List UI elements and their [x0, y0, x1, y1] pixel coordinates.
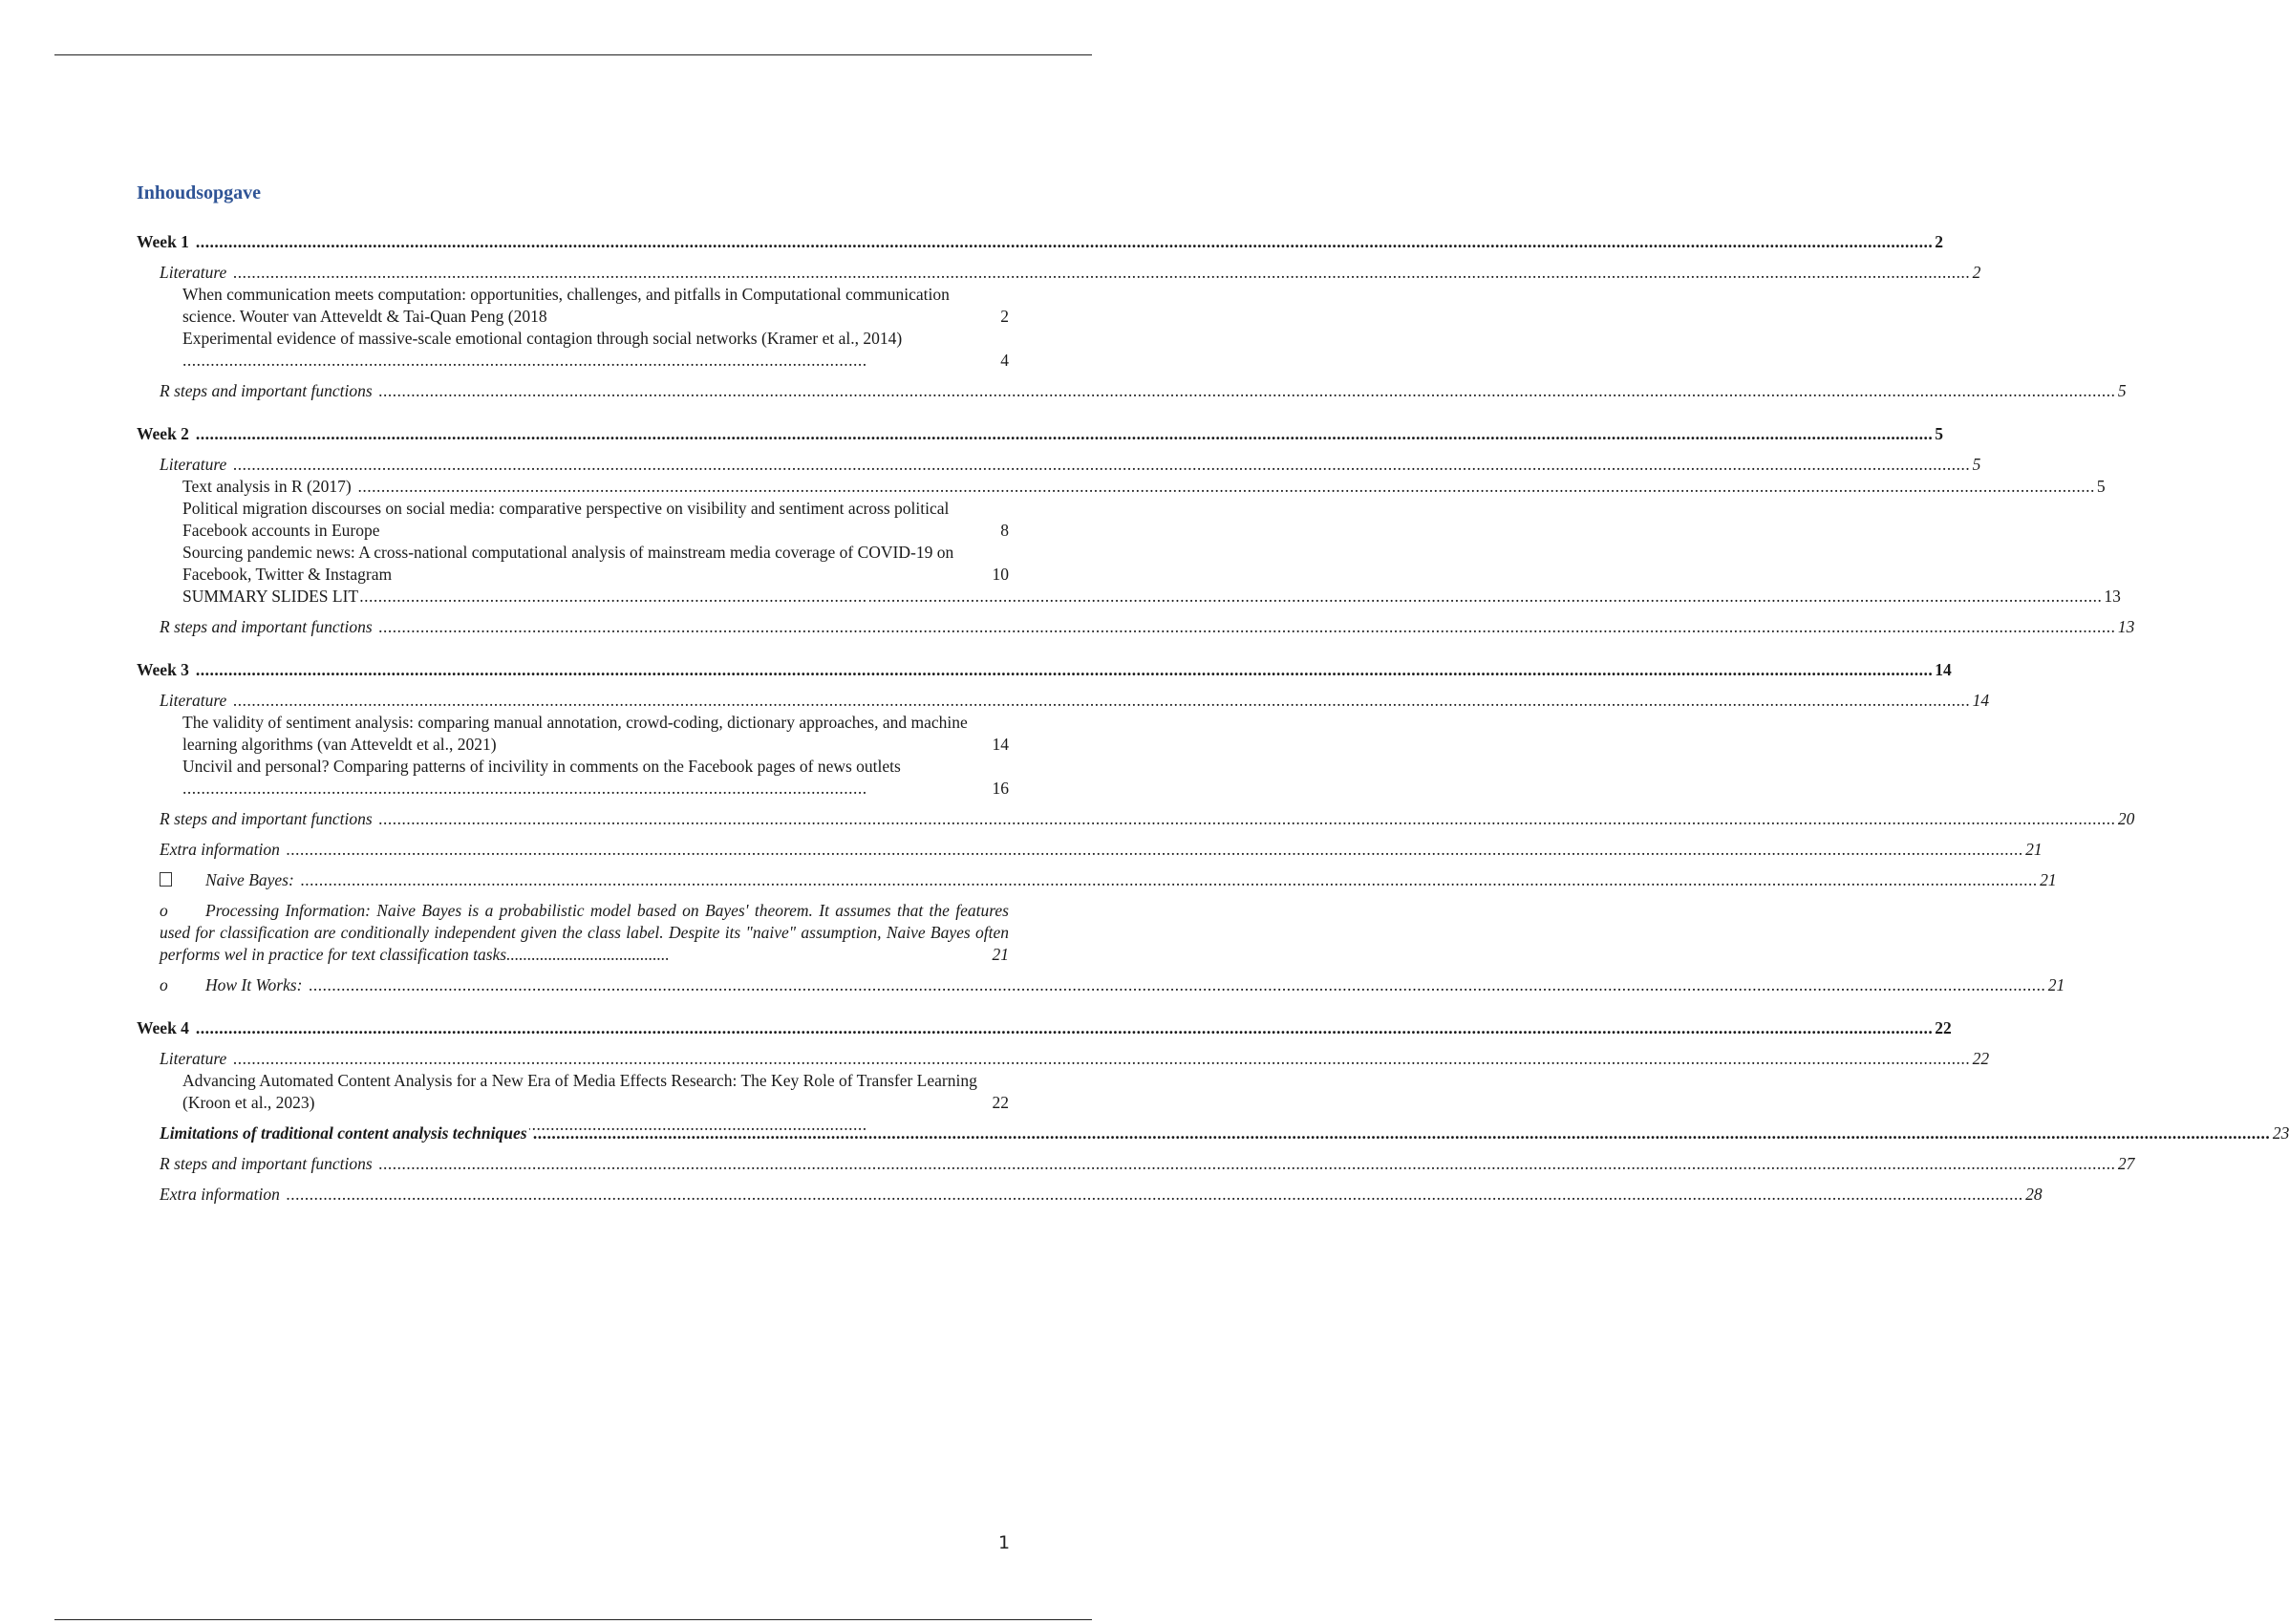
toc-entry-title: R steps and important functions: [160, 1154, 373, 1173]
toc-entry-page: 21: [2047, 975, 2065, 994]
toc-entry-title: Literature: [160, 1049, 227, 1068]
toc-entry-article[interactable]: [137, 1070, 1009, 1114]
toc-entry-title: Week 4: [137, 1018, 189, 1037]
toc-heading: Inhoudsopgave: [137, 182, 262, 203]
toc-entry-page: 13: [2117, 617, 2135, 636]
toc-entry-article[interactable]: [137, 712, 1009, 756]
toc-entry-article[interactable]: [137, 542, 1009, 586]
toc-entry-title: Extra information: [160, 840, 280, 859]
toc-entry-title: When communication meets computation: opportunities, challenges, and pitfalls in Computational communication science. Wouter van Atteveldt & Tai-Quan Peng (2018 .....: [182, 285, 950, 348]
toc-entry-title: Political migration discourses on social media: comparative perspective on visibility and sentiment across political Facebook accounts in Europe .....: [182, 499, 949, 562]
toc-entry-how-it-works[interactable]: [137, 974, 2065, 996]
toc-entry-title: Processing Information: Naive Bayes is a probabilistic model based on Bayes' theorem. It assumes that the features used for classification are conditionally independent given the class label. Despite its "naive" assumption, Naive Bayes often performs wel in practice for text classification tasks.: [160, 901, 1009, 964]
toc-entry-literature[interactable]: [137, 454, 1981, 476]
toc-entry-extra-information[interactable]: [137, 1184, 2043, 1206]
toc-entry-page: 20: [2117, 809, 2135, 828]
toc-entry-title: R steps and important functions: [160, 809, 373, 828]
toc-entry-page: 27: [2117, 1154, 2135, 1173]
toc-entry-title: Extra information: [160, 1185, 280, 1204]
toc-entry-title: Naive Bayes:: [205, 870, 294, 889]
toc-entry-page: 23: [2272, 1123, 2289, 1143]
toc-entry-page: 21: [2025, 840, 2043, 859]
toc-entry-page: 4: [1000, 351, 1009, 370]
toc-entry-page: 13: [2104, 587, 2121, 606]
checkbox-bullet-icon: [160, 869, 205, 891]
toc-entry-page: 28: [2025, 1185, 2043, 1204]
toc-entry-page: 21: [2040, 870, 2057, 889]
toc-entry-page: 5: [2096, 477, 2106, 496]
toc-entry-page: 14: [1935, 660, 1952, 679]
toc-entry-page: 22: [1972, 1049, 1990, 1068]
toc-entry-article[interactable]: [137, 284, 1009, 328]
footer-rule: [54, 1619, 1092, 1620]
toc-entry-week-2[interactable]: [137, 423, 1943, 445]
toc-entry-title: Text analysis in R (2017): [182, 477, 352, 496]
toc-entry-article[interactable]: [137, 498, 1009, 542]
toc-entry-r-steps[interactable]: [137, 380, 2127, 402]
circle-bullet-icon: o: [160, 975, 168, 994]
toc-entry-title: Week 1: [137, 232, 189, 251]
toc-entry-page: 14: [1972, 691, 1990, 710]
toc-entry-r-steps[interactable]: [137, 808, 2135, 830]
toc-entry-title: Limitations of traditional content analysis techniques: [160, 1123, 527, 1143]
page-number: 1: [998, 1532, 1011, 1553]
toc-entry-page: 5: [2117, 381, 2127, 400]
toc-entry-title: Week 2: [137, 424, 189, 443]
toc-entry-article[interactable]: [137, 756, 1009, 800]
toc-entry-article[interactable]: [137, 328, 1009, 372]
toc-entry-page: 2: [1972, 263, 1981, 282]
toc-entry-title: Advancing Automated Content Analysis for a New Era of Media Effects Research: The Key Role of Transfer Learning (Kroon et al., 2023) .....: [182, 1071, 977, 1134]
toc-entry-title: How It Works:: [205, 975, 303, 994]
toc-entry-title: R steps and important functions: [160, 381, 373, 400]
toc-entry-title: Literature: [160, 263, 227, 282]
toc-entry-literature[interactable]: [137, 690, 1990, 712]
toc-entry-r-steps[interactable]: [137, 616, 2135, 638]
toc-entry-page: 8: [1000, 521, 1009, 540]
toc-entry-week-3[interactable]: [137, 659, 1952, 681]
toc-entry-page: 2: [1935, 232, 1943, 251]
toc-entry-page: 21: [992, 945, 1009, 964]
toc-entry-page: 2: [1000, 307, 1009, 326]
toc-entry-title: Week 3: [137, 660, 189, 679]
toc-entry-title: The validity of sentiment analysis: comparing manual annotation, crowd-coding, dictionary approaches, and machine learning algorithms (van Atteveldt et al., 2021) .....: [182, 713, 968, 776]
toc-entry-r-steps[interactable]: [137, 1153, 2135, 1175]
toc-entry-title: R steps and important functions: [160, 617, 373, 636]
toc-entry-title: SUMMARY SLIDES LIT: [182, 587, 359, 606]
toc-entry-page: 22: [992, 1093, 1009, 1112]
toc-entry-page: 22: [1935, 1018, 1952, 1037]
toc-entry-article[interactable]: [137, 476, 2106, 498]
toc-entry-title: Experimental evidence of massive-scale emotional contagion through social networks (Kramer et al., 2014) .....: [182, 329, 902, 370]
toc-entry-week-4[interactable]: [137, 1017, 1952, 1039]
circle-bullet-icon: o: [160, 901, 168, 920]
toc-entry-title: Literature: [160, 691, 227, 710]
toc-entry-extra-information[interactable]: [137, 839, 2043, 861]
toc-entry-title: Sourcing pandemic news: A cross-national computational analysis of mainstream media coverage of COVID-19 on Facebook, Twitter & Instagram .....: [182, 543, 953, 606]
toc-entry-page: 5: [1972, 455, 1981, 474]
toc-entry-literature[interactable]: [137, 262, 1981, 284]
toc-entry-title: Uncivil and personal? Comparing patterns of incivility in comments on the Facebook pages of news outlets .....: [182, 757, 901, 798]
toc-entry-processing-information[interactable]: o Processing Information: Naive Bayes is a probabilistic model based on Bayes' theorem. It assumes that the features used for classification are conditionally independent given the class label. Despite its "naive" assumption, Naive Bayes often performs wel in practice for text classification tasks....................................... 21: [160, 901, 1009, 964]
toc-entry-naive-bayes[interactable]: [137, 869, 2057, 891]
header-rule: [54, 54, 1092, 55]
toc-entry-page: 14: [992, 735, 1009, 754]
toc-entry-page: 5: [1935, 424, 1943, 443]
table-of-contents: [137, 231, 2289, 1206]
toc-entry-title: Literature: [160, 455, 227, 474]
toc-entry-week-1[interactable]: [137, 231, 1943, 253]
toc-entry-literature[interactable]: [137, 1048, 1990, 1070]
toc-entry-page: 16: [992, 779, 1009, 798]
toc-entry-page: 10: [992, 565, 1009, 584]
